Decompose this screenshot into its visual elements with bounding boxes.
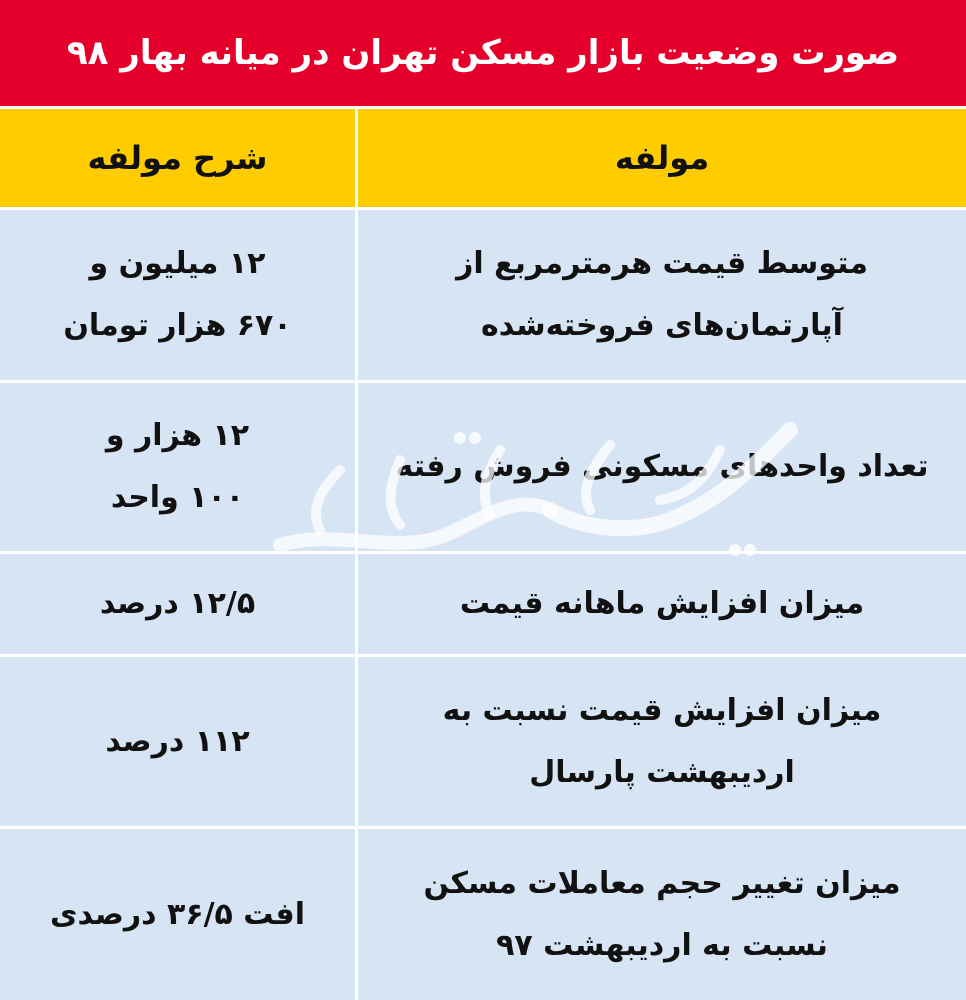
table-title: صورت وضعیت بازار مسکن تهران در میانه بهار ۹۸: [0, 0, 966, 106]
table-row: [0, 829, 966, 1000]
metric-cell: میزان افزایش قیمت نسبت به اردیبهشت پارسال: [442, 692, 882, 790]
table-header-row: [0, 106, 966, 210]
metric-cell: متوسط قیمت هرمترمربع از آپارتمان‌های فروخته‌شده: [456, 246, 868, 343]
description-cell: ۱۲ میلیون و ۶۷۰ هزار تومان: [0, 210, 358, 380]
metric-cell: میزان افزایش ماهانه قیمت: [459, 586, 865, 621]
description-cell: ۱۱۲ درصد: [0, 657, 358, 826]
table-row: [0, 383, 966, 554]
description-cell: افت ۳۶/۵ درصدی: [0, 829, 358, 1000]
table-row: [0, 657, 966, 829]
description-cell: ۱۲ هزار و ۱۰۰ واحد: [0, 383, 358, 551]
description-cell: ۱۲/۵ درصد: [0, 554, 358, 654]
column-header-metric: مولفه: [614, 139, 710, 177]
column-header-description: شرح مولفه: [0, 109, 358, 207]
table-row: [0, 210, 966, 383]
metric-cell: تعداد واحدهای مسکونی فروش رفته: [395, 449, 929, 484]
table-row: [0, 554, 966, 657]
metric-cell: میزان تغییر حجم معاملات مسکن نسبت به اردیبهشت ۹۷: [423, 865, 901, 963]
